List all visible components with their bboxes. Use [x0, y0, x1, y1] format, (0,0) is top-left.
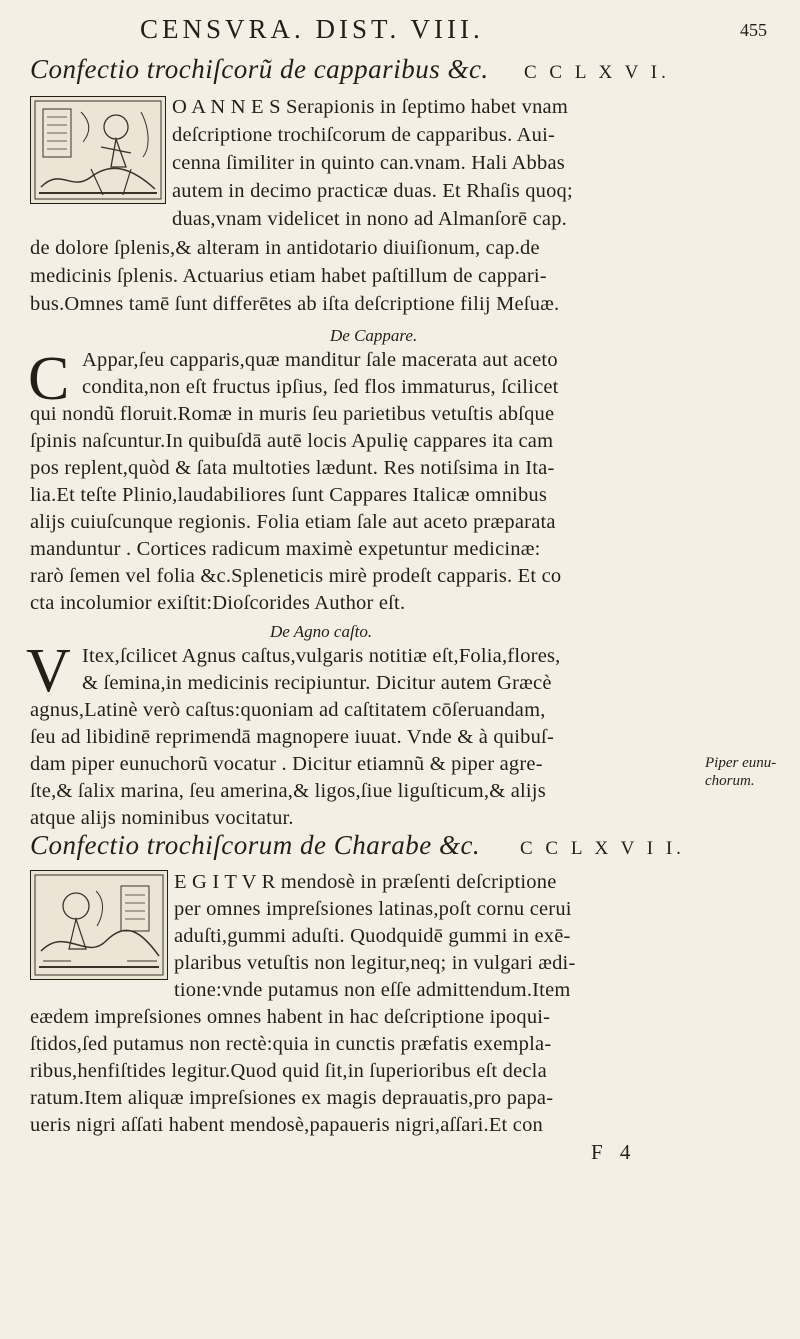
text-line: pos replent,quòd & ſata multoties lædunt. Res notiſsima in Ita-	[30, 457, 555, 479]
text-line: ueris nigri aſſati habent mendosè,papaueris nigri,aſſari.Et con	[30, 1114, 543, 1136]
text-line: E G I T V R mendosè in præſenti deſcriptione	[174, 871, 557, 893]
text-line: aduſti,gummi aduſti. Quodquidē gummi in exē-	[174, 925, 571, 947]
decorated-initial-woodcut	[30, 96, 166, 204]
text-line: autem in decimo practicæ duas. Et Rhaſis quoq;	[172, 180, 573, 202]
woodcut-figure-icon	[31, 97, 165, 203]
running-head: CENSVRA. DIST. VIII.	[140, 14, 484, 44]
signature-mark: F 4	[591, 1140, 637, 1164]
chapter-title-267: Confectio trochiſcorum de Charabe &c.	[30, 830, 481, 860]
page-number: 455	[740, 20, 767, 40]
margin-note: chorum.	[705, 773, 755, 789]
text-line: cta incolumior exiſtit:Dioſcorides Author eſt.	[30, 592, 406, 614]
text-line: tione:vnde putamus non eſſe admittendum.Item	[174, 979, 571, 1001]
section-subhead-agno-casto: De Agno caſto.	[270, 622, 373, 641]
text-line: de dolore ſplenis,& alteram in antidotario diuiſionum, cap.de	[30, 237, 540, 259]
chapter-number-266: C C L X V I.	[524, 62, 670, 83]
text-line: atque alijs nominibus vocitatur.	[30, 807, 294, 829]
text-line: eædem impreſsiones omnes habent in hac deſcriptione ipoqui-	[30, 1006, 551, 1028]
text-line: cenna ſimiliter in quinto can.vnam. Hali Abbas	[172, 152, 565, 174]
text-line: qui nondũ floruit.Romæ in muris ſeu parietibus vetuſtis abſque	[30, 403, 555, 425]
woodcut-figure-icon	[31, 871, 167, 979]
decorated-initial-woodcut	[30, 870, 168, 980]
text-line: alijs cuiuſcunque regionis. Folia etiam ſale aut aceto præparata	[30, 511, 556, 533]
margin-note: Piper eunu-	[705, 755, 777, 771]
text-line: per omnes impreſsiones latinas,poſt cornu cerui	[174, 898, 572, 920]
text-line: ribus,henfiſtides legitur.Quod quid ſit,in ſuperioribus eſt decla	[30, 1060, 547, 1082]
text-line: dam piper eunuchorũ vocatur . Dicitur etiamnũ & piper agre-	[30, 753, 543, 775]
text-line: Itex,ſcilicet Agnus caſtus,vulgaris notitiæ eſt,Folia,flores,	[82, 645, 561, 667]
chapter-title-266: Confectio trochiſcorũ de capparibus &c.	[30, 54, 489, 84]
text-line: & ſemina,in medicinis recipiuntur. Dicitur autem Græcè	[82, 672, 552, 694]
text-line: ſeu ad libidinē reprimendā magnopere iuuat. Vnde & à quibuſ-	[30, 726, 554, 748]
text-line: manduntur . Cortices radicum maximè expetuntur medicinæ:	[30, 538, 541, 560]
text-line: Appar,ſeu capparis,quæ manditur ſale macerata aut aceto	[82, 349, 558, 371]
text-line: medicinis ſplenis. Actuarius etiam habet paſtillum de cappari-	[30, 265, 547, 287]
text-line: duas,vnam videlicet in nono ad Almanſorē cap.	[172, 208, 567, 230]
text-line: ſpinis naſcuntur.In quibuſdā autē locis Apulię cappares ita cam	[30, 430, 554, 452]
text-line: plaribus vetuſtis non legitur,neq; in vulgari ædi-	[174, 952, 576, 974]
text-line: agnus,Latinè verò caſtus:quoniam ad caſtitatem cōſeruandam,	[30, 699, 546, 721]
text-line: lia.Et teſte Plinio,laudabiliores ſunt Cappares Italicæ omnibus	[30, 484, 548, 506]
text-line: bus.Omnes tamē ſunt differētes ab iſta deſcriptione filij Meſuæ.	[30, 293, 560, 315]
chapter-number-267: C C L X V I I.	[520, 838, 685, 859]
drop-cap-c: C	[28, 345, 70, 413]
section-subhead-cappare: De Cappare.	[330, 326, 418, 345]
text-line: rarò ſemen vel folia &c.Spleneticis mirè prodeſt capparis. Et co	[30, 565, 562, 587]
text-line: ratum.Item aliquæ impreſsiones ex magis deprauatis,pro papa-	[30, 1087, 554, 1109]
text-line: condita,non eſt fructus ipſius, ſed flos immaturus, ſcilicet	[82, 376, 559, 398]
text-line: ſtidos,ſed putamus non rectè:quia in cunctis præfatis exempla-	[30, 1033, 552, 1055]
text-line: deſcriptione trochiſcorum de capparibus. Aui-	[172, 124, 556, 146]
text-line: ſte,& ſalix marina, ſeu amerina,& ligos,ſiue liguſticum,& alijs	[30, 780, 546, 802]
text-line: O A N N E S Serapionis in ſeptimo habet vnam	[172, 96, 568, 118]
drop-cap-v: V	[26, 637, 71, 705]
